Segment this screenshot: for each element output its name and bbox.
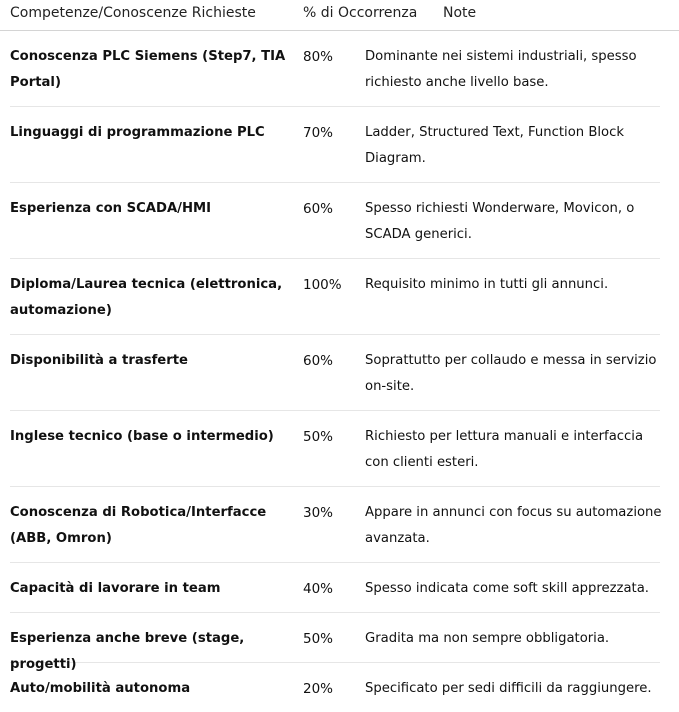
occurrence-cell: 50% (303, 631, 334, 647)
occurrence-cell: 100% (303, 277, 342, 293)
occurrence-cell: 20% (303, 681, 334, 697)
competence-cell: Auto/mobilità autonoma (10, 681, 191, 696)
table-row (10, 663, 660, 712)
competence-cell: Conoscenza di Robotica/Interfacce (ABB, Omron) (10, 505, 267, 546)
notes-cell: Richiesto per lettura manuali e interfaccia con clienti esteri. (365, 429, 644, 470)
competence-cell: Conoscenza PLC Siemens (Step7, TIA Portal) (10, 49, 286, 90)
header-notes: Note (443, 5, 477, 21)
table-row (10, 411, 660, 487)
occurrence-cell: 60% (303, 201, 334, 217)
competence-cell: Diploma/Laurea tecnica (elettronica, automazione) (10, 277, 283, 318)
occurrence-cell: 50% (303, 429, 334, 445)
table-row (10, 487, 660, 563)
competence-cell: Esperienza anche breve (stage, progetti) (10, 631, 245, 672)
table-row (10, 107, 660, 183)
table-row (10, 613, 660, 672)
occurrence-cell: 40% (303, 581, 334, 597)
notes-cell: Dominante nei sistemi industriali, spesso richiesto anche livello base. (365, 49, 637, 90)
notes-cell: Ladder, Structured Text, Function Block Diagram. (365, 125, 625, 166)
occurrence-cell: 70% (303, 125, 334, 141)
table-row (10, 183, 660, 259)
table-row (10, 563, 660, 613)
notes-cell: Appare in annunci con focus su automazione avanzata. (365, 505, 662, 546)
notes-cell: Spesso indicata come soft skill apprezzata. (365, 581, 650, 596)
table-row (10, 31, 660, 107)
competence-cell: Disponibilità a trasferte (10, 353, 188, 368)
occurrence-cell: 60% (303, 353, 334, 369)
competence-cell: Inglese tecnico (base o intermedio) (10, 429, 274, 444)
notes-cell: Spesso richiesti Wonderware, Movicon, o SCADA generici. (365, 201, 635, 242)
competence-cell: Esperienza con SCADA/HMI (10, 201, 212, 216)
notes-cell: Soprattutto per collaudo e messa in servizio on-site. (365, 353, 657, 394)
table-header (0, 0, 679, 31)
table-row (10, 335, 660, 411)
table-row (10, 259, 660, 335)
occurrence-cell: 80% (303, 49, 334, 65)
header-occurrence: % di Occorrenza (303, 5, 418, 21)
notes-cell: Gradita ma non sempre obbligatoria. (365, 631, 610, 646)
competence-cell: Capacità di lavorare in team (10, 581, 221, 596)
notes-cell: Requisito minimo in tutti gli annunci. (365, 277, 609, 292)
occurrence-cell: 30% (303, 505, 334, 521)
notes-cell: Specificato per sedi difficili da raggiungere. (365, 681, 652, 696)
header-competence: Competenze/Conoscenze Richieste (10, 5, 256, 21)
competence-cell: Linguaggi di programmazione PLC (10, 125, 265, 140)
